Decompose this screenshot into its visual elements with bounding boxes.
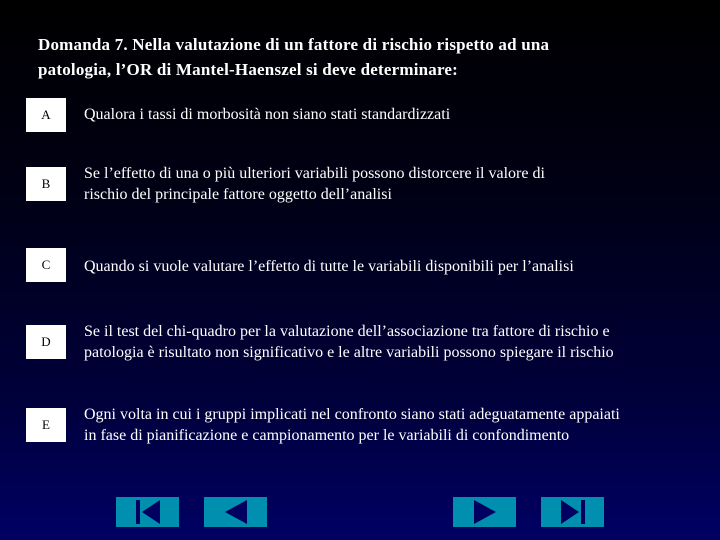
- question-line-2: patologia, l’OR di Mantel-Haenszel si deve determinare:: [38, 60, 459, 79]
- last-slide-icon: [559, 499, 587, 525]
- previous-slide-button[interactable]: [204, 497, 267, 527]
- question-line-1: Domanda 7. Nella valutazione di un fattore di rischio rispetto ad una: [38, 35, 550, 54]
- last-slide-button[interactable]: [541, 497, 604, 527]
- question-text: [38, 32, 678, 82]
- option-b-text: [84, 163, 704, 205]
- first-slide-button[interactable]: [116, 497, 179, 527]
- option-c-button[interactable]: [26, 248, 66, 282]
- option-b-line-1: Se l’effetto di una o più ulteriori variabili possono distorcere il valore di: [84, 165, 545, 182]
- option-e-line-2: in fase di pianificazione e campionamento per le variabili di confondimento: [84, 427, 570, 444]
- option-b-letter: B: [41, 176, 51, 191]
- option-d-line-1: Se il test del chi-quadro per la valutazione dell’associazione tra fattore di rischio e: [84, 323, 610, 340]
- option-e-line-1: Ogni volta in cui i gruppi implicati nel confronto siano stati adeguatamente appaiati: [84, 406, 620, 423]
- next-slide-icon: [471, 499, 499, 525]
- option-a-button[interactable]: [26, 98, 66, 132]
- option-e-button[interactable]: [26, 408, 66, 442]
- option-c-line-1: Quando si vuole valutare l’effetto di tutte le variabili disponibili per l’analisi: [84, 258, 574, 275]
- option-d-text: [84, 321, 704, 363]
- next-slide-button[interactable]: [453, 497, 516, 527]
- option-d-letter: D: [41, 334, 51, 349]
- option-e-text: [84, 404, 704, 446]
- option-d-line-2: patologia è risultato non significativo e le altre variabili possono spiegare il rischio: [84, 344, 614, 361]
- option-c-text: [84, 256, 704, 277]
- option-a-letter: A: [41, 107, 51, 122]
- first-slide-icon: [134, 499, 162, 525]
- option-a-line-1: Qualora i tassi di morbosità non siano stati standardizzati: [84, 106, 451, 123]
- option-c-letter: C: [41, 257, 51, 272]
- option-d-button[interactable]: [26, 325, 66, 359]
- option-b-button[interactable]: [26, 167, 66, 201]
- option-b-line-2: rischio del principale fattore oggetto dell’analisi: [84, 186, 392, 203]
- option-a-text: [84, 104, 704, 125]
- previous-slide-icon: [222, 499, 250, 525]
- option-e-letter: E: [42, 417, 50, 432]
